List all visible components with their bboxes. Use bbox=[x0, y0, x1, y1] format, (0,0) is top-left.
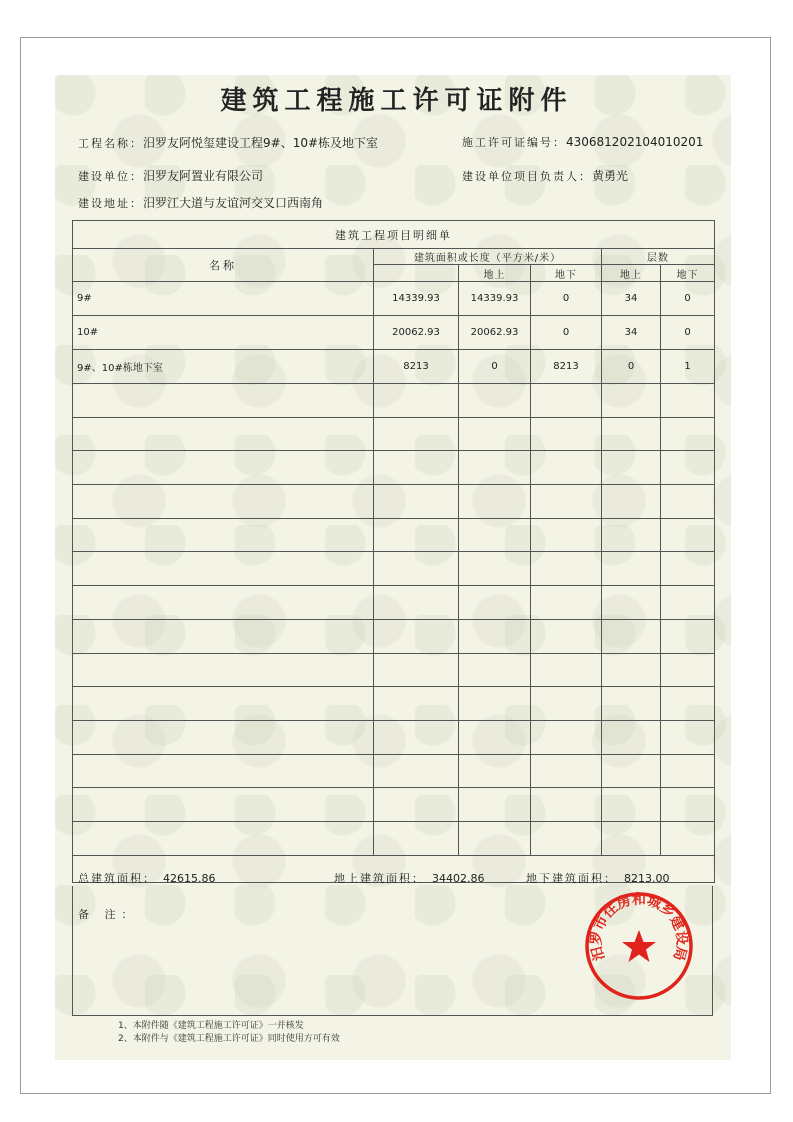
total-area-value: 42615.86 bbox=[163, 872, 216, 885]
total-area bbox=[78, 870, 216, 886]
document-title: 建筑工程施工许可证附件 bbox=[220, 86, 573, 116]
cell-total bbox=[374, 788, 459, 822]
cell-below bbox=[531, 586, 602, 620]
cell-floors-above: 0 bbox=[602, 350, 661, 384]
col-header-name: 名称 bbox=[73, 249, 374, 282]
project-detail-table bbox=[72, 220, 715, 883]
col-header-area-below: 地下 bbox=[531, 265, 602, 282]
table-row bbox=[73, 384, 715, 418]
cell-name bbox=[73, 720, 374, 754]
cell-above bbox=[459, 384, 531, 418]
cell-floors-below: 0 bbox=[661, 316, 715, 350]
cell-floors-below bbox=[661, 653, 715, 687]
seal-text: 汨罗市住房和城乡建设局 bbox=[588, 891, 690, 963]
cell-name: 9#、10#栋地下室 bbox=[73, 350, 374, 384]
table-row bbox=[73, 485, 715, 519]
cell-below bbox=[531, 417, 602, 451]
table-row bbox=[73, 619, 715, 653]
col-header-area: 建筑面积或长度（平方米/米） bbox=[374, 249, 602, 265]
cell-floors-below bbox=[661, 754, 715, 788]
cell-name bbox=[73, 552, 374, 586]
cell-above bbox=[459, 754, 531, 788]
cell-name: 10# bbox=[73, 316, 374, 350]
table-caption: 建筑工程项目明细单 bbox=[73, 221, 715, 249]
cell-name bbox=[73, 619, 374, 653]
cell-below bbox=[531, 821, 602, 855]
table-row bbox=[73, 282, 715, 316]
cell-floors-above bbox=[602, 552, 661, 586]
table-row bbox=[73, 451, 715, 485]
table-row bbox=[73, 754, 715, 788]
cell-floors-above bbox=[602, 485, 661, 519]
above-ground-area-value: 34402.86 bbox=[432, 872, 485, 885]
address-value: 汨罗江大道与友谊河交叉口西南角 bbox=[143, 196, 324, 210]
table-row bbox=[73, 821, 715, 855]
cell-above bbox=[459, 552, 531, 586]
cell-name bbox=[73, 754, 374, 788]
cell-floors-above bbox=[602, 619, 661, 653]
table-row bbox=[73, 720, 715, 754]
col-header-floors-above: 地上 bbox=[602, 265, 661, 282]
address-row bbox=[78, 194, 323, 211]
table-row bbox=[73, 350, 715, 384]
cell-name bbox=[73, 586, 374, 620]
cell-floors-above bbox=[602, 687, 661, 721]
total-area-label: 总建筑面积： bbox=[78, 872, 156, 885]
cell-below bbox=[531, 619, 602, 653]
cell-total bbox=[374, 518, 459, 552]
cell-total bbox=[374, 720, 459, 754]
builder-label: 建设单位： bbox=[78, 170, 143, 183]
notes bbox=[118, 1020, 340, 1046]
cell-above bbox=[459, 687, 531, 721]
cell-floors-below bbox=[661, 552, 715, 586]
cell-name bbox=[73, 518, 374, 552]
cell-name bbox=[73, 485, 374, 519]
col-header-area-above: 地上 bbox=[459, 265, 531, 282]
cell-total bbox=[374, 417, 459, 451]
permit-number-label: 施工许可证编号： bbox=[462, 136, 566, 149]
cell-floors-above bbox=[602, 821, 661, 855]
note-2: 2、本附件与《建筑工程施工许可证》同时使用方可有效 bbox=[118, 1034, 340, 1044]
cell-floors-below bbox=[661, 586, 715, 620]
cell-floors-above bbox=[602, 788, 661, 822]
cell-floors-above bbox=[602, 586, 661, 620]
table-row bbox=[73, 687, 715, 721]
table-row bbox=[73, 653, 715, 687]
cell-below bbox=[531, 518, 602, 552]
above-ground-area-label: 地上建筑面积： bbox=[334, 872, 425, 885]
cell-above: 0 bbox=[459, 350, 531, 384]
cell-total bbox=[374, 619, 459, 653]
cell-name bbox=[73, 653, 374, 687]
cell-above bbox=[459, 485, 531, 519]
cell-total: 20062.93 bbox=[374, 316, 459, 350]
manager-row bbox=[462, 167, 628, 184]
cell-below bbox=[531, 754, 602, 788]
table-row bbox=[73, 552, 715, 586]
col-header-floors-below: 地下 bbox=[661, 265, 715, 282]
cell-below bbox=[531, 552, 602, 586]
cell-floors-above bbox=[602, 754, 661, 788]
cell-above bbox=[459, 720, 531, 754]
cell-above bbox=[459, 653, 531, 687]
table-row bbox=[73, 788, 715, 822]
cell-below: 0 bbox=[531, 316, 602, 350]
below-ground-area bbox=[526, 870, 670, 886]
cell-below bbox=[531, 788, 602, 822]
cell-floors-above bbox=[602, 653, 661, 687]
cell-floors-above bbox=[602, 417, 661, 451]
cell-floors-below: 1 bbox=[661, 350, 715, 384]
cell-floors-above bbox=[602, 518, 661, 552]
note-1: 1、本附件随《建筑工程施工许可证》一并核发 bbox=[118, 1021, 304, 1031]
cell-total bbox=[374, 586, 459, 620]
below-ground-area-value: 8213.00 bbox=[624, 872, 670, 885]
cell-above bbox=[459, 821, 531, 855]
cell-floors-below bbox=[661, 518, 715, 552]
cell-name bbox=[73, 821, 374, 855]
cell-total bbox=[374, 754, 459, 788]
project-name-value: 汨罗友阿悦玺建设工程9#、10#栋及地下室 bbox=[143, 136, 379, 150]
cell-name bbox=[73, 788, 374, 822]
cell-floors-above: 34 bbox=[602, 282, 661, 316]
cell-total bbox=[374, 451, 459, 485]
cell-above bbox=[459, 586, 531, 620]
project-name-label: 工程名称： bbox=[78, 137, 143, 150]
above-ground-area bbox=[334, 870, 485, 886]
cell-total bbox=[374, 821, 459, 855]
below-ground-area-label: 地下建筑面积： bbox=[526, 872, 617, 885]
cell-below bbox=[531, 687, 602, 721]
cell-below bbox=[531, 653, 602, 687]
cell-above bbox=[459, 518, 531, 552]
cell-name bbox=[73, 451, 374, 485]
cell-floors-below bbox=[661, 619, 715, 653]
cell-name bbox=[73, 417, 374, 451]
table-row bbox=[73, 316, 715, 350]
cell-floors-below bbox=[661, 451, 715, 485]
cell-floors-above bbox=[602, 451, 661, 485]
table-row bbox=[73, 518, 715, 552]
official-seal bbox=[583, 890, 695, 1002]
remarks-label: 备 注： bbox=[78, 908, 139, 921]
cell-floors-below: 0 bbox=[661, 282, 715, 316]
address-label: 建设地址： bbox=[78, 197, 143, 210]
cell-floors-above bbox=[602, 720, 661, 754]
cell-below bbox=[531, 485, 602, 519]
builder-value: 汨罗友阿置业有限公司 bbox=[143, 169, 264, 183]
cell-below: 8213 bbox=[531, 350, 602, 384]
table-row bbox=[73, 586, 715, 620]
cell-total: 14339.93 bbox=[374, 282, 459, 316]
cell-name bbox=[73, 384, 374, 418]
cell-below bbox=[531, 384, 602, 418]
permit-number-row bbox=[462, 134, 703, 150]
cell-below bbox=[531, 720, 602, 754]
cell-below: 0 bbox=[531, 282, 602, 316]
cell-floors-below bbox=[661, 384, 715, 418]
col-header-area-total bbox=[374, 265, 459, 282]
cell-above: 14339.93 bbox=[459, 282, 531, 316]
cell-floors-above bbox=[602, 384, 661, 418]
cell-floors-below bbox=[661, 821, 715, 855]
cell-floors-below bbox=[661, 485, 715, 519]
cell-total: 8213 bbox=[374, 350, 459, 384]
table-row bbox=[73, 417, 715, 451]
cell-total bbox=[374, 485, 459, 519]
seal-star-icon bbox=[622, 930, 656, 962]
cell-total bbox=[374, 653, 459, 687]
cell-above bbox=[459, 417, 531, 451]
cell-floors-below bbox=[661, 788, 715, 822]
cell-above bbox=[459, 788, 531, 822]
cell-name bbox=[73, 687, 374, 721]
cell-total bbox=[374, 687, 459, 721]
builder-row bbox=[78, 167, 263, 184]
cell-below bbox=[531, 451, 602, 485]
cell-total bbox=[374, 552, 459, 586]
cell-name: 9# bbox=[73, 282, 374, 316]
cell-above bbox=[459, 451, 531, 485]
manager-value: 黄勇光 bbox=[592, 169, 629, 183]
project-name-row bbox=[78, 134, 378, 151]
cell-above: 20062.93 bbox=[459, 316, 531, 350]
cell-above bbox=[459, 619, 531, 653]
manager-label: 建设单位项目负责人： bbox=[462, 170, 592, 183]
cell-floors-below bbox=[661, 417, 715, 451]
cell-total bbox=[374, 384, 459, 418]
col-header-floors: 层数 bbox=[602, 249, 715, 265]
cell-floors-below bbox=[661, 720, 715, 754]
permit-number-value: 430681202104010201 bbox=[566, 135, 704, 149]
cell-floors-below bbox=[661, 687, 715, 721]
cell-floors-above: 34 bbox=[602, 316, 661, 350]
